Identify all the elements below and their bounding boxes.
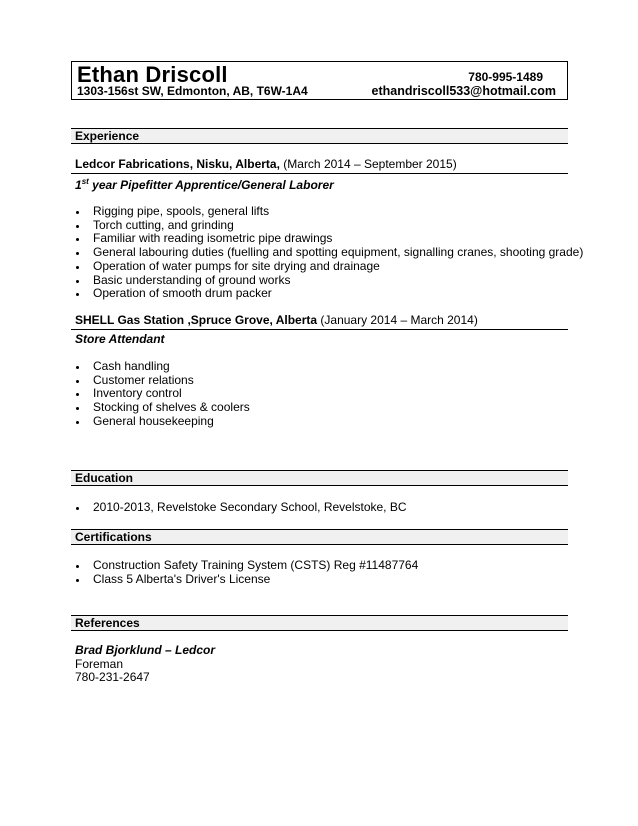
list-item: Basic understanding of ground works: [75, 274, 583, 288]
job-1-role-text: year Pipefitter Apprentice/General Laborer: [88, 178, 334, 192]
reference-position: Foreman: [75, 656, 124, 671]
job-1-duties: [75, 205, 583, 301]
job-2-role: Store Attendant: [75, 332, 165, 346]
job-1-heading: [71, 157, 568, 174]
job-2-duties: [75, 360, 250, 429]
job-2-dates: (January 2014 – March 2014): [317, 313, 478, 327]
reference-phone: 780-231-2647: [75, 670, 150, 684]
job-1-role-prefix: 1: [75, 178, 82, 192]
list-item: Familiar with reading isometric pipe drawings: [75, 232, 583, 246]
list-item: Operation of smooth drum packer: [75, 287, 583, 301]
list-item: Torch cutting, and grinding: [75, 219, 583, 233]
list-item: Cash handling: [75, 360, 250, 374]
education-heading: Education: [71, 470, 568, 486]
reference-entry: [75, 644, 215, 685]
job-1-employer: Ledcor Fabrications, Nisku, Alberta,: [75, 157, 280, 171]
job-2-heading: [71, 313, 568, 330]
job-2-employer: SHELL Gas Station ,Spruce Grove, Alberta: [75, 313, 318, 327]
reference-name: Brad Bjorklund – Ledcor: [75, 643, 216, 657]
list-item: Class 5 Alberta's Driver's License: [75, 573, 418, 587]
list-item: 2010-2013, Revelstoke Secondary School, Revelstoke, BC: [75, 501, 407, 515]
list-item: Customer relations: [75, 374, 250, 388]
list-item: Operation of water pumps for site drying and drainage: [75, 260, 583, 274]
job-1-role: [75, 177, 334, 192]
job-1-role-sup: st: [81, 177, 89, 186]
list-item: Stocking of shelves & coolers: [75, 401, 250, 415]
list-item: General housekeeping: [75, 415, 250, 429]
list-item: Rigging pipe, spools, general lifts: [75, 205, 583, 219]
candidate-phone: 780-995-1489: [468, 70, 543, 84]
list-item: Inventory control: [75, 387, 250, 401]
certifications-heading: Certifications: [71, 529, 568, 545]
candidate-email: ethandriscoll533@hotmail.com: [371, 84, 556, 98]
candidate-address: 1303-156st SW, Edmonton, AB, T6W-1A4: [77, 84, 308, 98]
list-item: General labouring duties (fuelling and spotting equipment, signalling cranes, shooting grade): [75, 246, 583, 260]
resume-header: [71, 61, 568, 100]
list-item: Construction Safety Training System (CSTS) Reg #11487764: [75, 559, 418, 573]
references-heading: References: [71, 615, 568, 631]
certifications-list: [75, 559, 418, 586]
candidate-name: Ethan Driscoll: [77, 62, 228, 87]
experience-heading: Experience: [71, 128, 568, 144]
job-1-dates: (March 2014 – September 2015): [279, 157, 457, 171]
education-list: [75, 501, 407, 515]
